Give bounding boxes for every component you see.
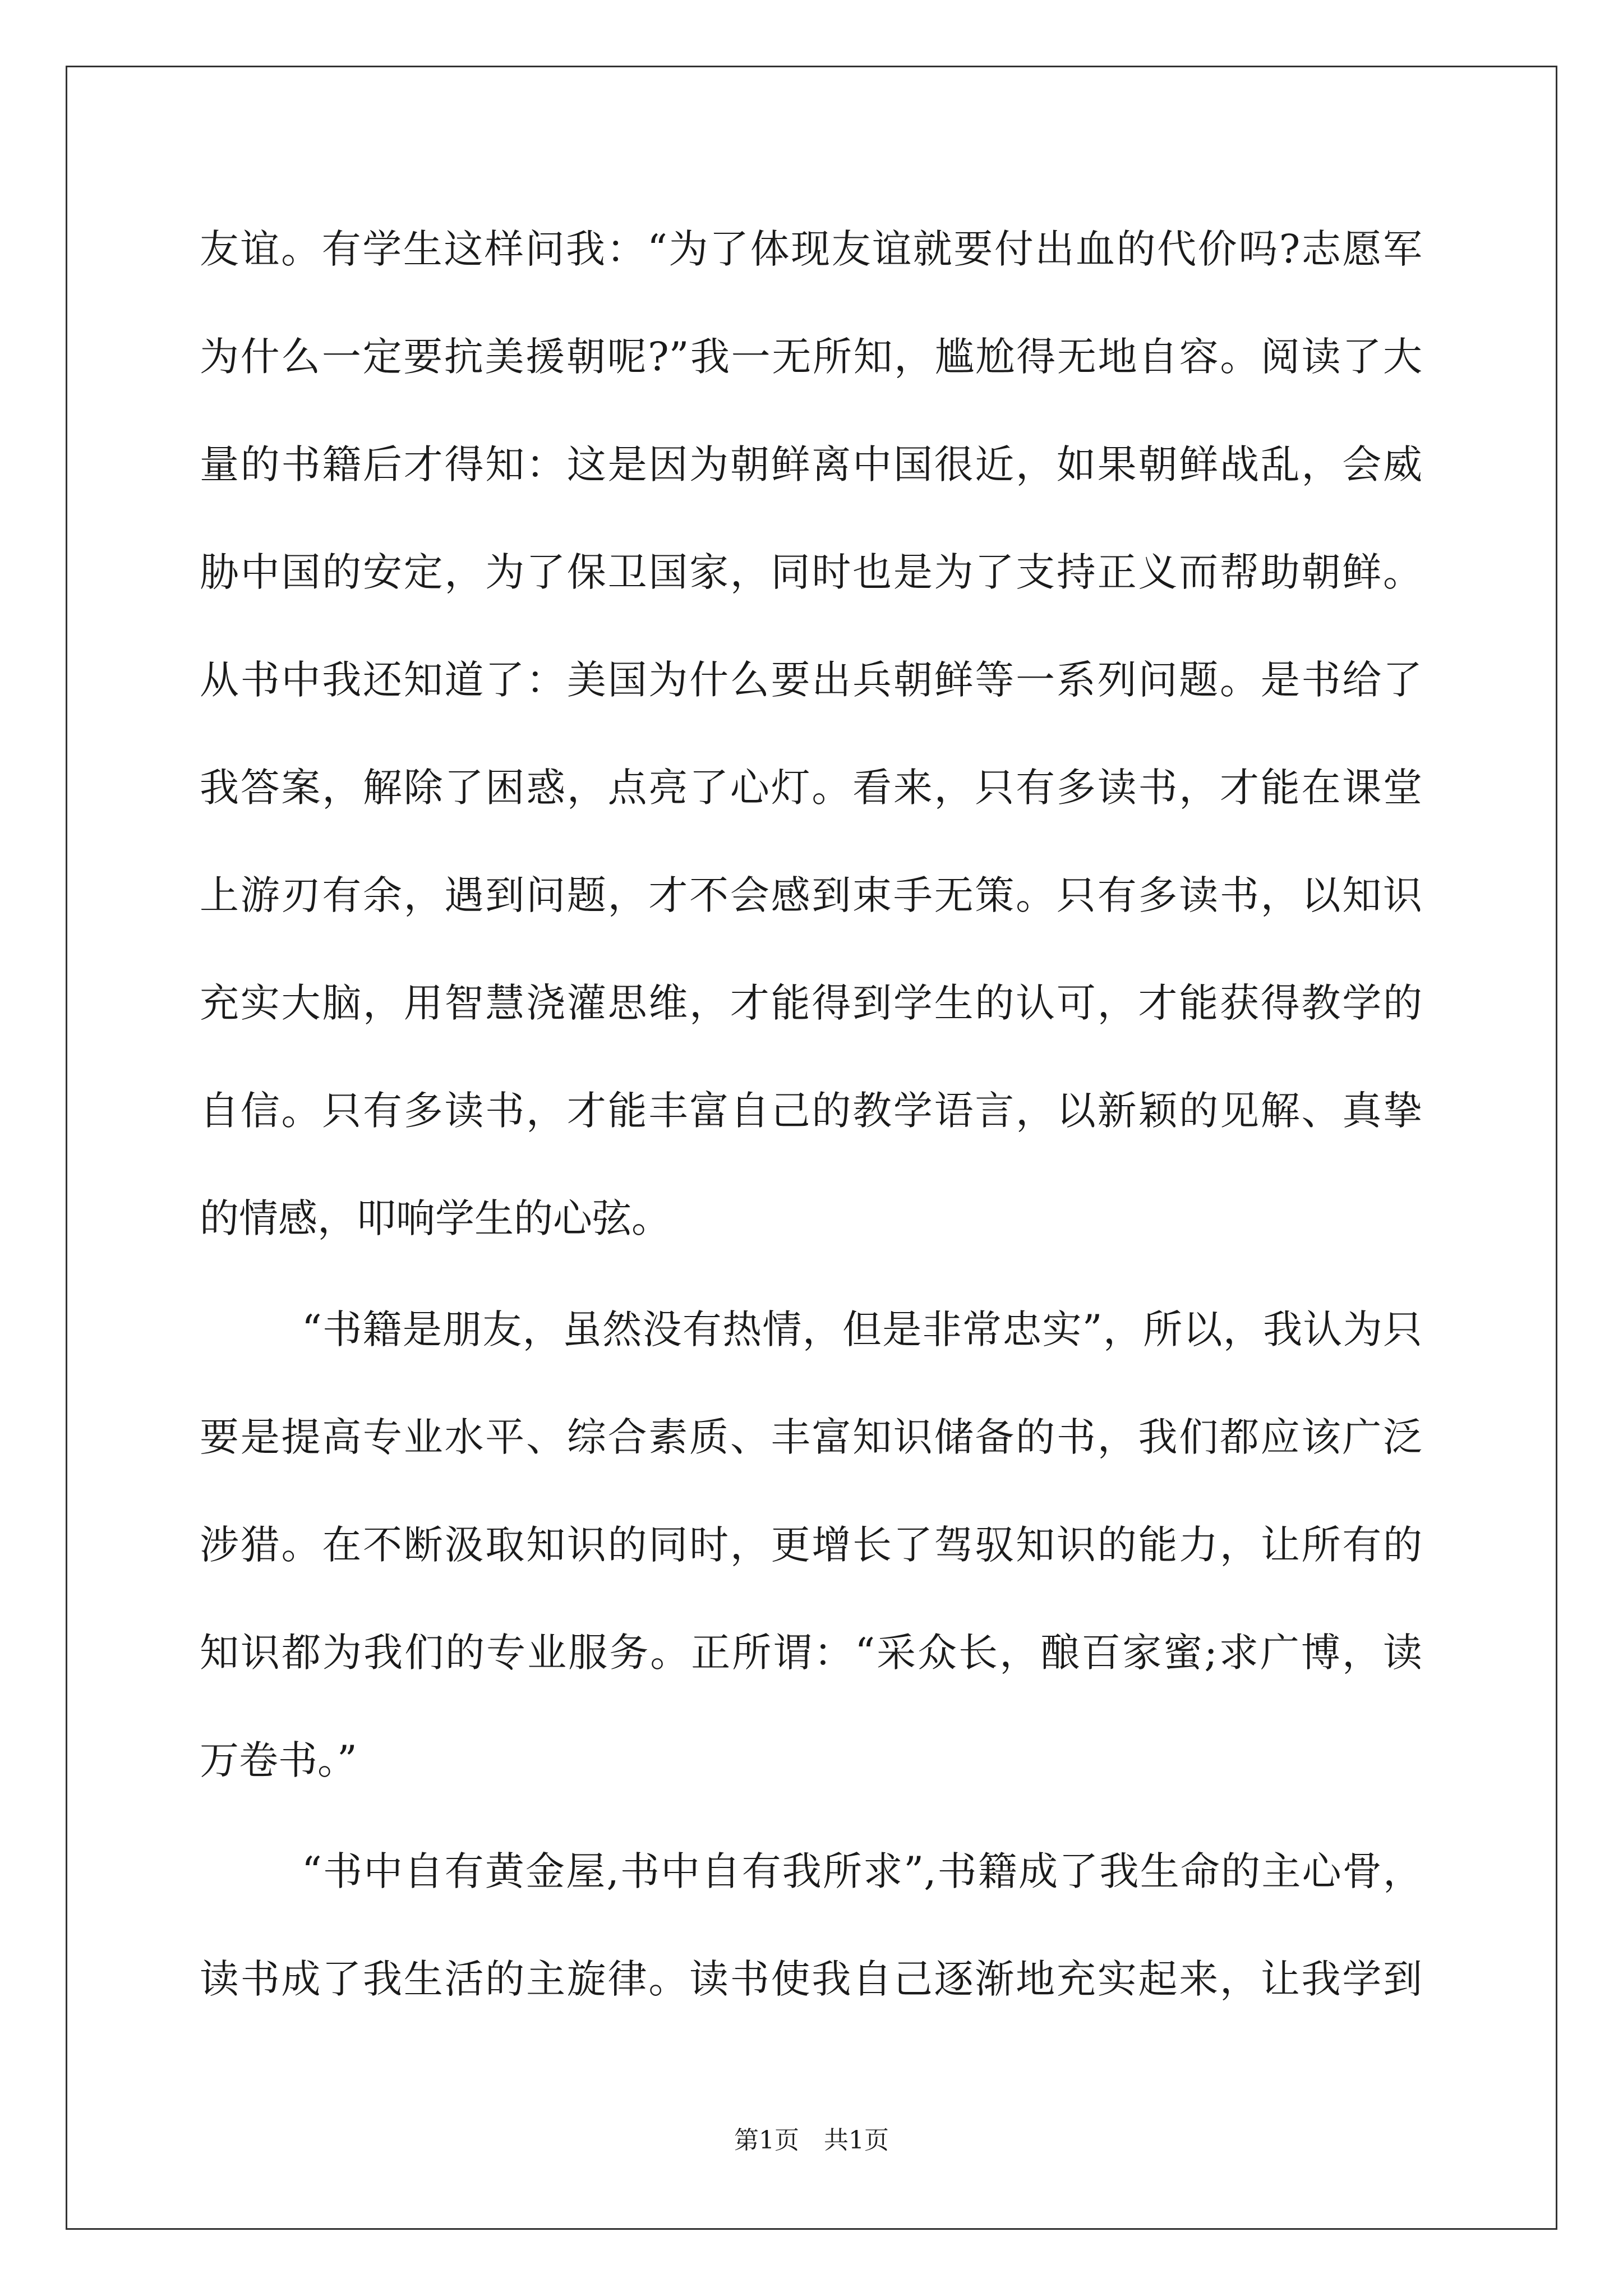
document-body bbox=[200, 218, 1422, 2055]
text-line: 量的书籍后才得知：这是因为朝鲜离中国很近，如果朝鲜战乱，会威 bbox=[200, 441, 1422, 487]
text-line: 胁中国的安定，为了保卫国家，同时也是为了支持正义而帮助朝鲜。 bbox=[200, 549, 1422, 595]
text-line-paragraph-start: “书籍是朋友，虽然没有热情，但是非常忠实”，所以，我认为只 bbox=[302, 1306, 1422, 1352]
text-line: 自信。只有多读书，才能丰富自己的教学语言，以新颖的见解、真挚 bbox=[200, 1088, 1422, 1134]
text-line: 友谊。有学生这样问我：“为了体现友谊就要付出血的代价吗?志愿军 bbox=[200, 226, 1422, 272]
text-line-paragraph-end: 万卷书。” bbox=[200, 1737, 357, 1783]
text-line: 要是提高专业水平、综合素质、丰富知识储备的书，我们都应该广泛 bbox=[200, 1414, 1422, 1460]
text-line: 我答案，解除了困惑，点亮了心灯。看来，只有多读书，才能在课堂 bbox=[200, 765, 1422, 811]
text-line: 上游刃有余，遇到问题，才不会感到束手无策。只有多读书，以知识 bbox=[200, 872, 1422, 918]
text-line-paragraph-end: 的情感，叩响学生的心弦。 bbox=[200, 1195, 671, 1241]
page-number-footer: 第1页 共1页 bbox=[734, 2126, 889, 2155]
text-line: 从书中我还知道了：美国为什么要出兵朝鲜等一系列问题。是书给了 bbox=[200, 657, 1422, 703]
text-line: 充实大脑，用智慧浇灌思维，才能得到学生的认可，才能获得教学的 bbox=[200, 980, 1422, 1026]
text-line-paragraph-start: “书中自有黄金屋,书中自有我所求”,书籍成了我生命的主心骨， bbox=[302, 1848, 1422, 1894]
text-line: 知识都为我们的专业服务。正所谓：“采众长，酿百家蜜;求广博，读 bbox=[200, 1630, 1422, 1676]
text-line: 涉猎。在不断汲取知识的同时，更增长了驾驭知识的能力，让所有的 bbox=[200, 1522, 1422, 1568]
text-line: 读书成了我生活的主旋律。读书使我自己逐渐地充实起来，让我学到 bbox=[200, 1956, 1422, 2002]
text-line: 为什么一定要抗美援朝呢?”我一无所知，尴尬得无地自容。阅读了大 bbox=[200, 334, 1422, 380]
